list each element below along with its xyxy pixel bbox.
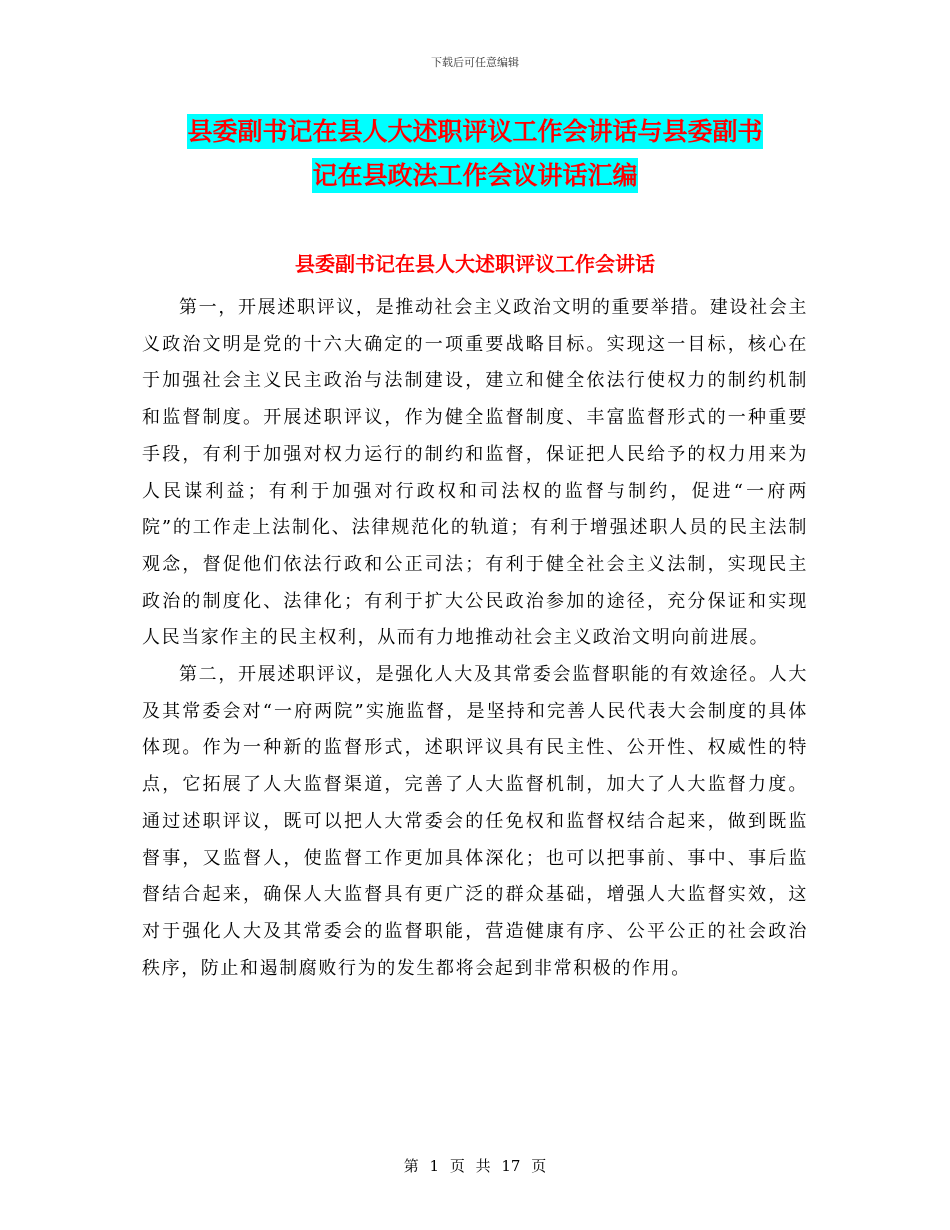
document-title-line-2: 记在县政法工作会议讲话汇编 <box>312 158 637 193</box>
page-number-footer: 第 1 页 共 17 页 <box>403 1157 547 1175</box>
document-title <box>140 110 810 198</box>
paragraph-2: 第二，开展述职评议，是强化人大及其常委会监督职能的有效途径。人大及其常委会对“一府两院”实施监督，是坚持和完善人民代表大会制度的具体体现。作为一种新的监督形式，述职评议具有民主性、公开性、权威性的特点，它拓展了人大监督渠道，完善了人大监督机制，加大了人大监督力度。通过述职评议，既可以把人大常委会的任免权和监督权结合起来，做到既监督事，又监督人，使监督工作更加具体深化；也可以把事前、事中、事后监督结合起来，确保人大监督具有更广泛的群众基础，增强人大监督实效，这对于强化人大及其常委会的监督职能，营造健康有序、公平公正的社会政治秩序，防止和遏制腐败行为的发生都将会起到非常积极的作用。 <box>142 664 808 979</box>
paragraph-1: 第一，开展述职评议，是推动社会主义政治文明的重要举措。建设社会主义政治文明是党的十六大确定的一项重要战略目标。实现这一目标，核心在于加强社会主义民主政治与法制建设，建立和健全依法行使权力的制约机制和监督制度。开展述职评议，作为健全监督制度、丰富监督形式的一种重要手段，有利于加强对权力运行的制约和监督，保证把人民给予的权力用来为人民谋利益；有利于加强对行政权和司法权的监督与制约，促进“一府两院”的工作走上法制化、法律规范化的轨道；有利于增强述职人员的民主法制观念，督促他们依法行政和公正司法；有利于健全社会主义法制，实现民主政治的制度化、法律化；有利于扩大公民政治参加的途径，充分保证和实现人民当家作主的民主权利，从而有力地推动社会主义政治文明向前进展。 <box>142 297 808 649</box>
page-header-note: 下载后可任意编辑 <box>431 56 519 69</box>
section-title: 县委副书记在县人大述职评议工作会讲话 <box>295 252 655 276</box>
document-title-line-1: 县委副书记在县人大述职评议工作会讲话与县委副书 <box>187 114 762 149</box>
document-body <box>142 290 808 987</box>
